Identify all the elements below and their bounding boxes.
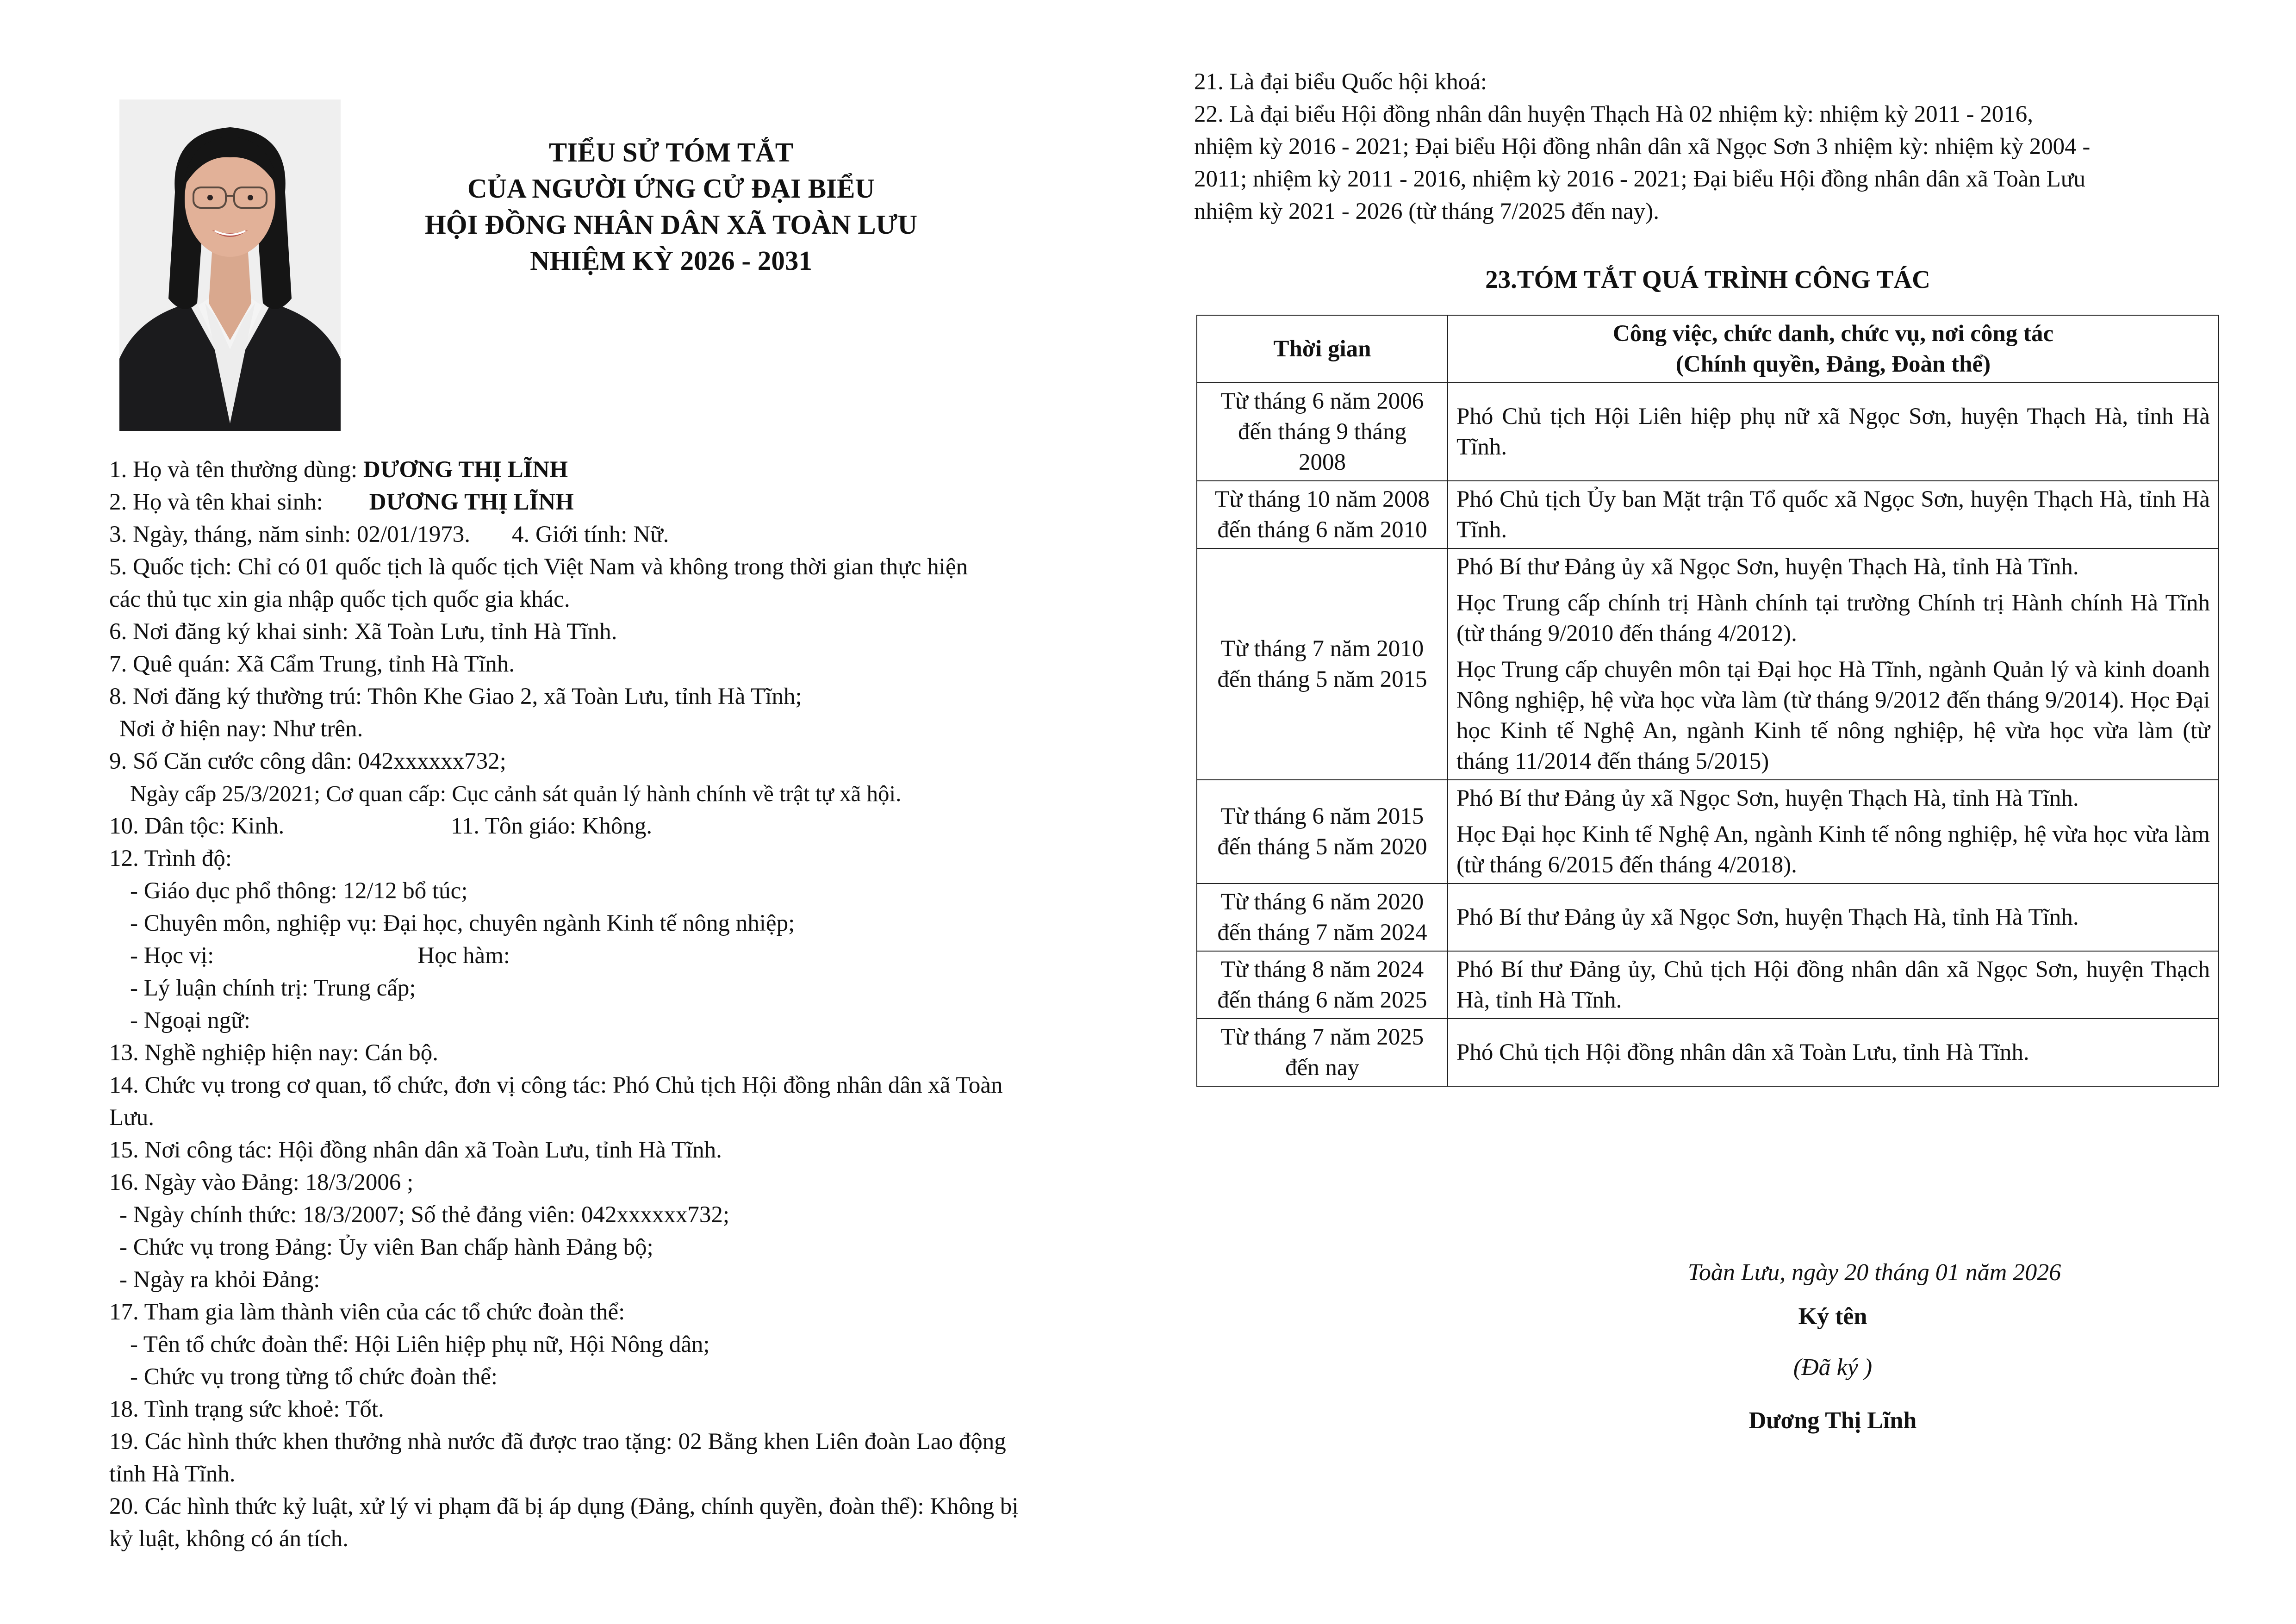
- bio-line: 12. Trình độ:: [109, 846, 232, 871]
- cell-time-period: [1197, 548, 1448, 780]
- bio-line: 16. Ngày vào Đảng: 18/3/2006 ;: [109, 1170, 414, 1195]
- description-paragraph: Học Trung cấp chuyên môn tại Đại học Hà Tĩnh, ngành Quản lý và kinh doanh Nông nghiệp, hệ vừa học vừa làm (từ tháng 9/2012 đến tháng 9/2014). Học Đại học Kinh tế Nghệ An, ngành Kinh tế nông nghiệp, hệ vừa học vừa làm (từ tháng 11/2014 đến tháng 5/2015): [1456, 657, 2210, 774]
- time-line: đến tháng 9 tháng: [1238, 419, 1406, 445]
- candidate-portrait-photo: [119, 100, 341, 431]
- table-row: [1197, 780, 2219, 884]
- bio-line: tỉnh Hà Tĩnh.: [109, 1461, 236, 1487]
- description-paragraph: Phó Chủ tịch Hội Liên hiệp phụ nữ xã Ngọc Sơn, huyện Thạch Hà, tỉnh Hà Tĩnh.: [1456, 404, 2210, 460]
- bio-ethnicity: 10. Dân tộc: Kinh.: [109, 813, 285, 839]
- bio-line: 17. Tham gia làm thành viên của các tổ chức đoàn thể:: [109, 1299, 625, 1325]
- table-row: [1197, 884, 2219, 951]
- place-date: Toàn Lưu, ngày 20 tháng 01 năm 2026: [1687, 1259, 2061, 1286]
- table-row: [1197, 548, 2219, 780]
- bio-ethnicity-religion: [109, 810, 1127, 842]
- bio-line: 7. Quê quán: Xã Cẩm Trung, tỉnh Hà Tĩnh.: [109, 651, 515, 677]
- bio-line: Nơi ở hiện nay: Như trên.: [119, 716, 363, 742]
- description-paragraph: Phó Bí thư Đảng ủy xã Ngọc Sơn, huyện Thạch Hà, tỉnh Hà Tĩnh.: [1456, 554, 2079, 580]
- description-paragraph: Phó Chủ tịch Hội đồng nhân dân xã Toàn Lưu, tỉnh Hà Tĩnh.: [1456, 1039, 2029, 1065]
- time-line: Từ tháng 10 năm 2008: [1215, 486, 1430, 512]
- bio-line: 20. Các hình thức kỷ luật, xử lý vi phạm đã bị áp dụng (Đảng, chính quyền, đoàn thể): Không bị: [109, 1493, 1019, 1519]
- portrait-illustration: [119, 100, 341, 431]
- time-line: đến tháng 6 năm 2010: [1217, 517, 1427, 543]
- cell-description: [1448, 481, 2219, 548]
- description-paragraph: Phó Chủ tịch Ủy ban Mặt trận Tổ quốc xã Ngọc Sơn, huyện Thạch Hà, tỉnh Hà Tĩnh.: [1456, 486, 2210, 543]
- bio-birthdate-gender: [109, 518, 1127, 551]
- cell-description: [1448, 1019, 2219, 1086]
- bio-line: 18. Tình trạng sức khoẻ: Tốt.: [109, 1396, 384, 1422]
- time-line: Từ tháng 6 năm 2006: [1220, 388, 1424, 414]
- description-paragraph: Học Trung cấp chính trị Hành chính tại trường Chính trị Hành chính Hà Tĩnh (từ tháng 9/2010 đến tháng 4/2012).: [1456, 590, 2210, 647]
- cell-description: [1448, 383, 2219, 481]
- bio-academic-title: Học hàm:: [417, 943, 510, 969]
- bio-line: các thủ tục xin gia nhập quốc tịch quốc gia khác.: [109, 586, 570, 612]
- bio-line: - Giáo dục phổ thông: 12/12 bổ túc;: [130, 878, 468, 904]
- description-paragraph: Phó Bí thư Đảng ủy xã Ngọc Sơn, huyện Thạch Hà, tỉnh Hà Tĩnh.: [1456, 904, 2079, 930]
- bio-line: - Tên tổ chức đoàn thể: Hội Liên hiệp phụ nữ, Hội Nông dân;: [130, 1332, 710, 1357]
- time-line: Từ tháng 6 năm 2015: [1220, 803, 1424, 829]
- bio-line: nhiệm kỳ 2021 - 2026 (từ tháng 7/2025 đến nay).: [1194, 199, 1659, 224]
- bio-line: 2011; nhiệm kỳ 2011 - 2016, nhiệm kỳ 2016 - 2021; Đại biểu Hội đồng nhân dân xã Toàn Lưu: [1194, 166, 2085, 192]
- biography-left-column: [109, 454, 1127, 1555]
- bio-line: nhiệm kỳ 2016 - 2021; Đại biểu Hội đồng nhân dân xã Ngọc Sơn 3 nhiệm kỳ: nhiệm kỳ 2004 -: [1194, 134, 2091, 160]
- table-row: [1197, 383, 2219, 481]
- cell-time-period: [1197, 481, 1448, 548]
- cell-time-period: [1197, 884, 1448, 951]
- bio-line: 9. Số Căn cước công dân: 042xxxxxx732;: [109, 748, 506, 774]
- time-line: Từ tháng 6 năm 2020: [1220, 889, 1424, 915]
- bio-name-value: DƯƠNG THỊ LĨNH: [369, 489, 574, 515]
- column-header-line: (Chính quyền, Đảng, Đoàn thể): [1675, 351, 1991, 377]
- bio-line: - Ngoại ngữ:: [130, 1008, 250, 1033]
- bio-label: 1. Họ và tên thường dùng:: [109, 457, 363, 483]
- work-history-rows: [1197, 383, 2219, 1086]
- cell-time-period: [1197, 383, 1448, 481]
- signer-name: Dương Thị Lĩnh: [1748, 1407, 1917, 1434]
- bio-line: 5. Quốc tịch: Chỉ có 01 quốc tịch là quốc tịch Việt Nam và không trong thời gian thực hiện: [109, 554, 968, 580]
- column-header-time: Thời gian: [1197, 315, 1448, 383]
- time-line: Từ tháng 7 năm 2025: [1220, 1024, 1424, 1050]
- table-row: [1197, 1019, 2219, 1086]
- bio-line: 19. Các hình thức khen thưởng nhà nước đã được trao tặng: 02 Bằng khen Liên đoàn Lao động: [109, 1429, 1006, 1455]
- cell-time-period: [1197, 780, 1448, 884]
- time-line: đến tháng 5 năm 2020: [1217, 834, 1427, 860]
- bio-gender: 4. Giới tính: Nữ.: [512, 522, 669, 548]
- title-line-4: NHIỆM KỲ 2026 - 2031: [530, 245, 812, 276]
- bio-line: 15. Nơi công tác: Hội đồng nhân dân xã Toàn Lưu, tỉnh Hà Tĩnh.: [109, 1137, 722, 1163]
- signed-note: (Đã ký ): [1793, 1354, 1873, 1381]
- bio-line: 21. Là đại biểu Quốc hội khoá:: [1194, 69, 1487, 95]
- document-title: [324, 134, 1018, 279]
- bio-degree-label: - Học vị:: [130, 943, 214, 969]
- title-line-3: HỘI ĐỒNG NHÂN DÂN XÃ TOÀN LƯU: [424, 209, 918, 240]
- bio-line: Ngày cấp 25/3/2021; Cơ quan cấp: Cục cảnh sát quản lý hành chính về trật tự xã hội.: [130, 781, 902, 806]
- cell-time-period: [1197, 1019, 1448, 1086]
- bio-line: - Chuyên môn, nghiệp vụ: Đại học, chuyên ngành Kinh tế nông nhiệp;: [130, 910, 795, 936]
- table-row: [1197, 481, 2219, 548]
- cell-description: [1448, 780, 2219, 884]
- bio-line: 22. Là đại biểu Hội đồng nhân dân huyện Thạch Hà 02 nhiệm kỳ: nhiệm kỳ 2011 - 2016,: [1194, 101, 2033, 127]
- work-history-heading: 23.TÓM TẮT QUÁ TRÌNH CÔNG TÁC: [1485, 265, 1930, 293]
- bio-line: - Ngày chính thức: 18/3/2007; Số thẻ đảng viên: 042xxxxxx732;: [119, 1202, 730, 1228]
- column-header-line: Công việc, chức danh, chức vụ, nơi công tác: [1612, 321, 2054, 347]
- cell-description: [1448, 548, 2219, 780]
- time-line: đến tháng 7 năm 2024: [1217, 920, 1427, 946]
- biography-right-column: [1194, 66, 2221, 228]
- table-row: [1197, 951, 2219, 1019]
- bio-line: 13. Nghề nghiệp hiện nay: Cán bộ.: [109, 1040, 439, 1066]
- cell-time-period: [1197, 951, 1448, 1019]
- bio-line: 8. Nơi đăng ký thường trú: Thôn Khe Giao 2, xã Toàn Lưu, tỉnh Hà Tĩnh;: [109, 684, 802, 709]
- column-header-description: [1448, 315, 2219, 383]
- bio-line: 14. Chức vụ trong cơ quan, tổ chức, đơn vị công tác: Phó Chủ tịch Hội đồng nhân dân xã Toàn: [109, 1072, 1003, 1098]
- bio-line: - Ngày ra khỏi Đảng:: [119, 1267, 320, 1293]
- signature-label: Ký tên: [1798, 1303, 1867, 1330]
- description-paragraph: Phó Bí thư Đảng ủy, Chủ tịch Hội đồng nhân dân xã Ngọc Sơn, huyện Thạch Hà, tỉnh Hà Tĩnh.: [1456, 957, 2210, 1013]
- bio-degree: [109, 940, 1127, 972]
- bio-line: - Lý luận chính trị: Trung cấp;: [130, 975, 416, 1001]
- description-paragraph: Học Đại học Kinh tế Nghệ An, ngành Kinh tế nông nghiệp, hệ vừa học vừa làm (từ tháng 6/2015 đến tháng 4/2018).: [1456, 821, 2210, 878]
- cell-description: [1448, 884, 2219, 951]
- bio-line: Lưu.: [109, 1105, 155, 1131]
- bio-line: 6. Nơi đăng ký khai sinh: Xã Toàn Lưu, tỉnh Hà Tĩnh.: [109, 619, 617, 645]
- work-history-table: [1196, 315, 2219, 1087]
- bio-line: kỷ luật, không có án tích.: [109, 1526, 348, 1552]
- description-paragraph: Phó Bí thư Đảng ủy xã Ngọc Sơn, huyện Thạch Hà, tỉnh Hà Tĩnh.: [1456, 785, 2079, 811]
- bio-birthdate: 3. Ngày, tháng, năm sinh: 02/01/1973.: [109, 522, 471, 548]
- title-line-2: CỦA NGƯỜI ỨNG CỬ ĐẠI BIỂU: [467, 173, 875, 204]
- cell-description: [1448, 951, 2219, 1019]
- bio-common-name: [109, 454, 1127, 486]
- time-line: đến nay: [1285, 1055, 1360, 1081]
- bio-line: - Chức vụ trong từng tổ chức đoàn thể:: [130, 1364, 498, 1390]
- time-line: Từ tháng 7 năm 2010: [1220, 636, 1424, 662]
- table-header-row: [1197, 315, 2219, 383]
- time-line: 2008: [1299, 449, 1346, 475]
- time-line: đến tháng 6 năm 2025: [1217, 987, 1427, 1013]
- bio-line: - Chức vụ trong Đảng: Ủy viên Ban chấp hành Đảng bộ;: [119, 1234, 653, 1260]
- title-line-1: TIỂU SỬ TÓM TẮT: [548, 137, 794, 168]
- time-line: Từ tháng 8 năm 2024: [1220, 957, 1424, 983]
- bio-birth-name: [109, 486, 1127, 518]
- bio-label: 2. Họ và tên khai sinh:: [109, 489, 323, 515]
- time-line: đến tháng 5 năm 2015: [1217, 666, 1427, 692]
- bio-religion: 11. Tôn giáo: Không.: [451, 813, 653, 839]
- bio-name-value: DƯƠNG THỊ LĨNH: [363, 457, 568, 483]
